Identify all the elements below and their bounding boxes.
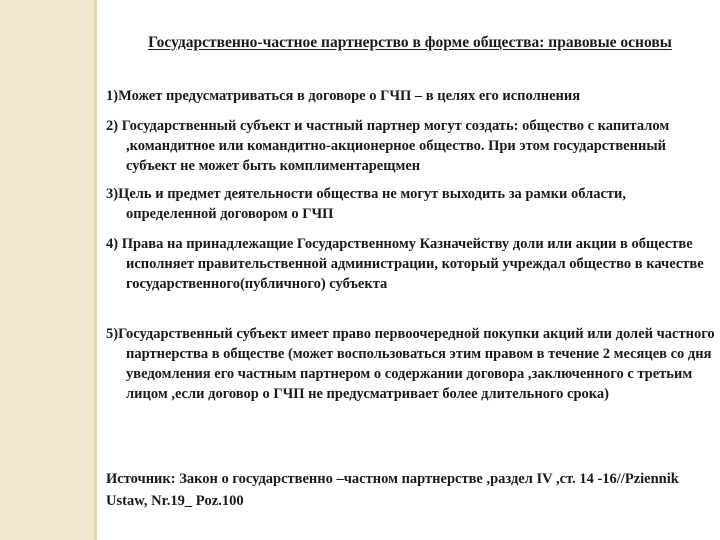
list-item-4: 4) Права на принадлежащие Государственному Казначейству доли или акции в обществе исполняет правительственной администрации, который учреждал общество в качестве государственного(публичного) субъекта bbox=[106, 236, 704, 292]
list-item-3: 3)Цель и предмет деятельности общества не могут выходить за рамки области, определенной договором о ГЧП bbox=[106, 186, 627, 222]
decorative-side-band bbox=[0, 0, 94, 540]
slide-title: Государственно-частное партнерство в форме общества: правовые основы bbox=[148, 34, 672, 51]
decorative-side-stripe bbox=[94, 0, 97, 540]
list-item-5: 5)Государственный субъект имеет право первоочередной покупки акций или долей частного партнерства в обществе (может воспользоваться этим правом в течение 2 месяцев со дня уведомления его частным партнером о содержании договора ,заключенного с третьим лицом ,если договор о ГЧП не предусматривает более длительного срока) bbox=[106, 326, 715, 402]
list-item-1: 1)Может предусматриваться в договоре о ГЧП – в целях его исполнения bbox=[106, 88, 581, 104]
list-item-2: 2) Государственный субъект и частный партнер могут создать: общество с капиталом ,командитное или командитно-акционерное общество. При этом государственный субъект не может быть комплиментарещмен bbox=[106, 118, 670, 174]
slide-content bbox=[100, 0, 716, 540]
source-citation: Источник: Закон о государственно –частном партнерстве ,раздел IV ,ст. 14 -16//Pziennik Ustaw, Nr.19_ Poz.100 bbox=[106, 471, 679, 509]
